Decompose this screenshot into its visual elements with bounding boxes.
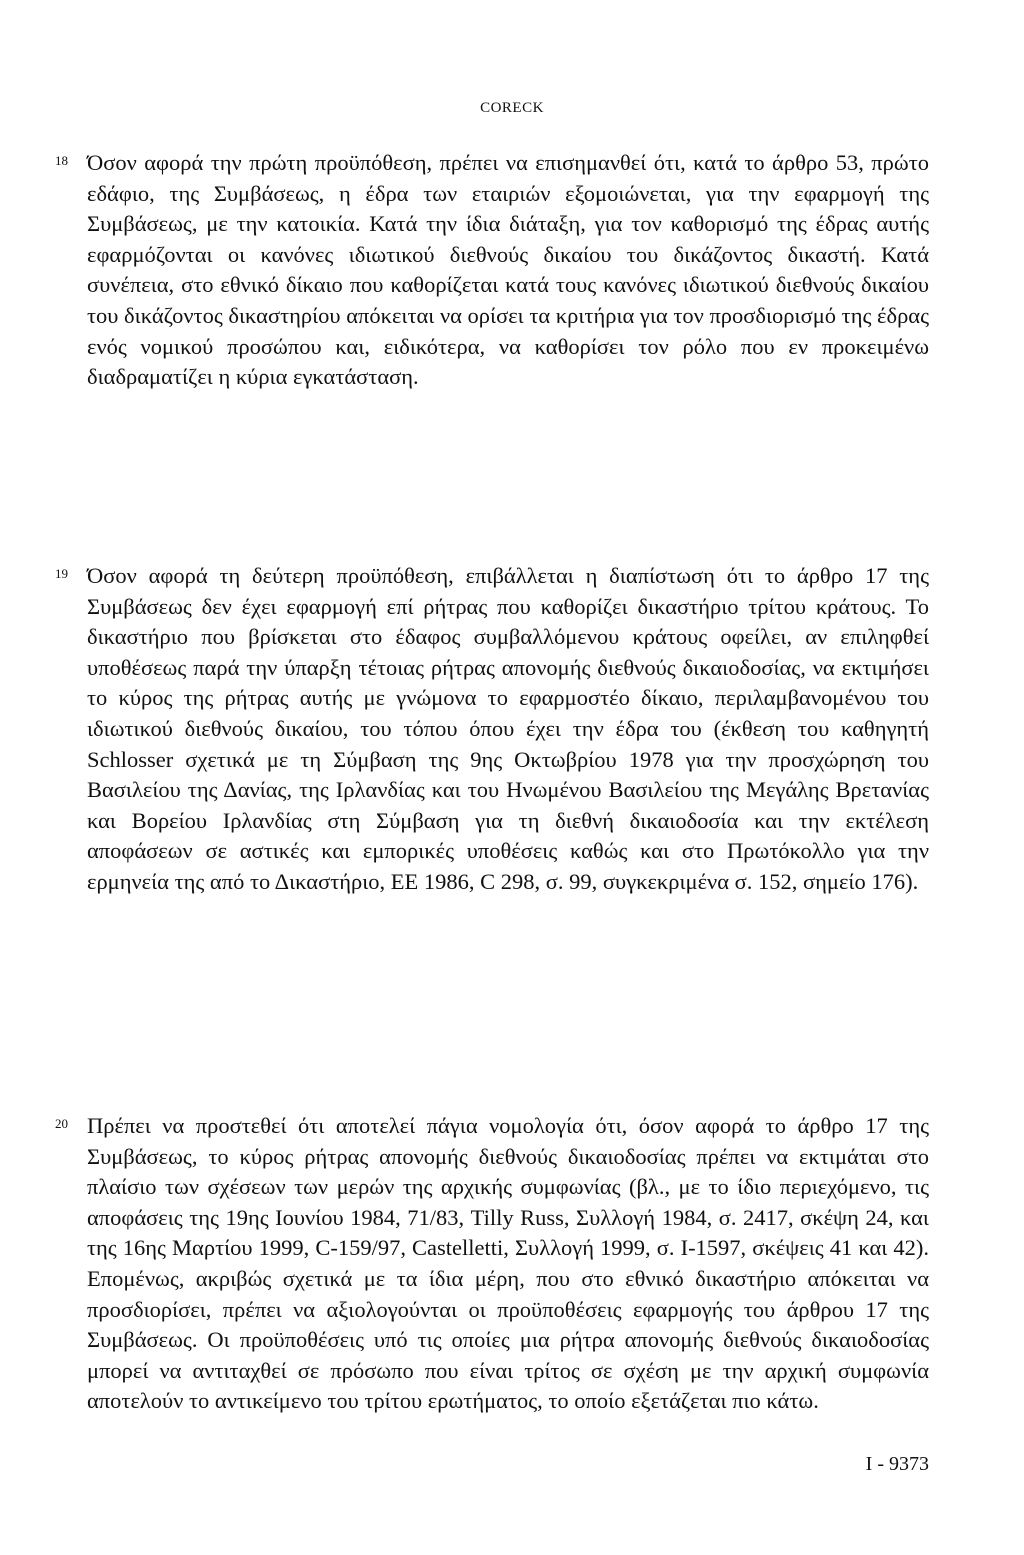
paragraph-number: 19	[55, 566, 68, 581]
paragraph-number: 20	[55, 1116, 68, 1131]
paragraph-text: Όσον αφορά τη δεύτερη προϋπόθεση, επιβάλλεται η διαπίστωση ότι το άρθρο 17 της Συμβάσεως δεν έχει εφαρμογή επί ρήτρας που καθορίζει δικαστήριο τρίτου κράτους. Το δικαστήριο που βρίσκεται στο έδαφος συμβαλλόμενου κράτους οφείλει, αν επιληφθεί υποθέσεως παρά την ύπαρξη τέτοιας ρήτρας απονομής διεθνούς δικαιοδοσίας, να εκτιμήσει το κύρος της ρήτρας αυτής με γνώμονα το εφαρμοστέο δίκαιο, περιλαμβανομένου του ιδιωτικού διεθνούς δικαίου, του τόπου όπου έχει την έδρα του (έκθεση του καθηγητή Schlosser σχετικά με τη Σύμβαση της 9ης Οκτωβρίου 1978 για την προσχώρηση του Βασιλείου της Δανίας, της Ιρλανδίας και του Ηνωμένου Βασιλείου της Μεγάλης Βρετανίας και Βορείου Ιρλανδίας στη Σύμβαση για τη διεθνή δικαιοδοσία και την εκτέλεση αποφάσεων σε αστικές και εμπορικές υποθέσεις καθώς και στο Πρωτόκολλο για την ερμηνεία της από το Δικαστήριο, ΕΕ 1986, C 298, σ. 99, συγκεκριμένα σ. 152, σημείο 176).	[87, 563, 929, 894]
running-header: CORECK	[480, 100, 544, 116]
paragraph-text: Πρέπει να προστεθεί ότι αποτελεί πάγια νομολογία ότι, όσον αφορά το άρθρο 17 της Συμβάσεως, το κύρος ρήτρας απονομής διεθνούς δικαιοδοσίας πρέπει να εκτιμάται στο πλαίσιο των σχέσεων των μερών της αρχικής συμφωνίας (βλ., με το ίδιο περιεχόμενο, τις αποφάσεις της 19ης Ιουνίου 1984, 71/83, Tilly Russ, Συλλογή 1984, σ. 2417, σκέψη 24, και της 16ης Μαρτίου 1999, C-159/97, Castelletti, Συλλογή 1999, σ. I-1597, σκέψεις 41 και 42). Επομένως, ακριβώς σχετικά με τα ίδια μέρη, που στο εθνικό δικαστήριο απόκειται να προσδιορίσει, πρέπει να αξιολογούνται οι προϋποθέσεις εφαρμογής του άρθρου 17 της Συμβάσεως. Οι προϋποθέσεις υπό τις οποίες μια ρήτρα απονομής διεθνούς δικαιοδοσίας μπορεί να αντιταχθεί σε πρόσωπο που είναι τρίτος σε σχέση με την αρχική συμφωνία αποτελούν το αντικείμενο του τρίτου ερωτήματος, το οποίο εξετάζεται πιο κάτω.	[87, 1113, 929, 1414]
paragraph-number: 18	[55, 153, 68, 168]
page-number: I - 9373	[865, 1453, 929, 1475]
paragraph-text: Όσον αφορά την πρώτη προϋπόθεση, πρέπει να επισημανθεί ότι, κατά το άρθρο 53, πρώτο εδάφιο, της Συμβάσεως, η έδρα των εταιριών εξομοιώνεται, για την εφαρμογή της Συμβάσεως, με την κατοικία. Κατά την ίδια διάταξη, για τον καθορισμό της έδρας αυτής εφαρμόζονται οι κανόνες ιδιωτικού διεθνούς δικαίου του δικάζοντος δικαστή. Κατά συνέπεια, στο εθνικό δίκαιο που καθορίζεται κατά τους κανόνες ιδιωτικού διεθνούς δικαίου του δικάζοντος δικαστηρίου απόκειται να ορίσει τα κριτήρια για τον προσδιορισμό της έδρας ενός νομικού προσώπου και, ειδικότερα, να καθορίσει τον ρόλο που εν προκειμένω διαδραματίζει η κύρια εγκατάσταση.	[87, 150, 929, 390]
